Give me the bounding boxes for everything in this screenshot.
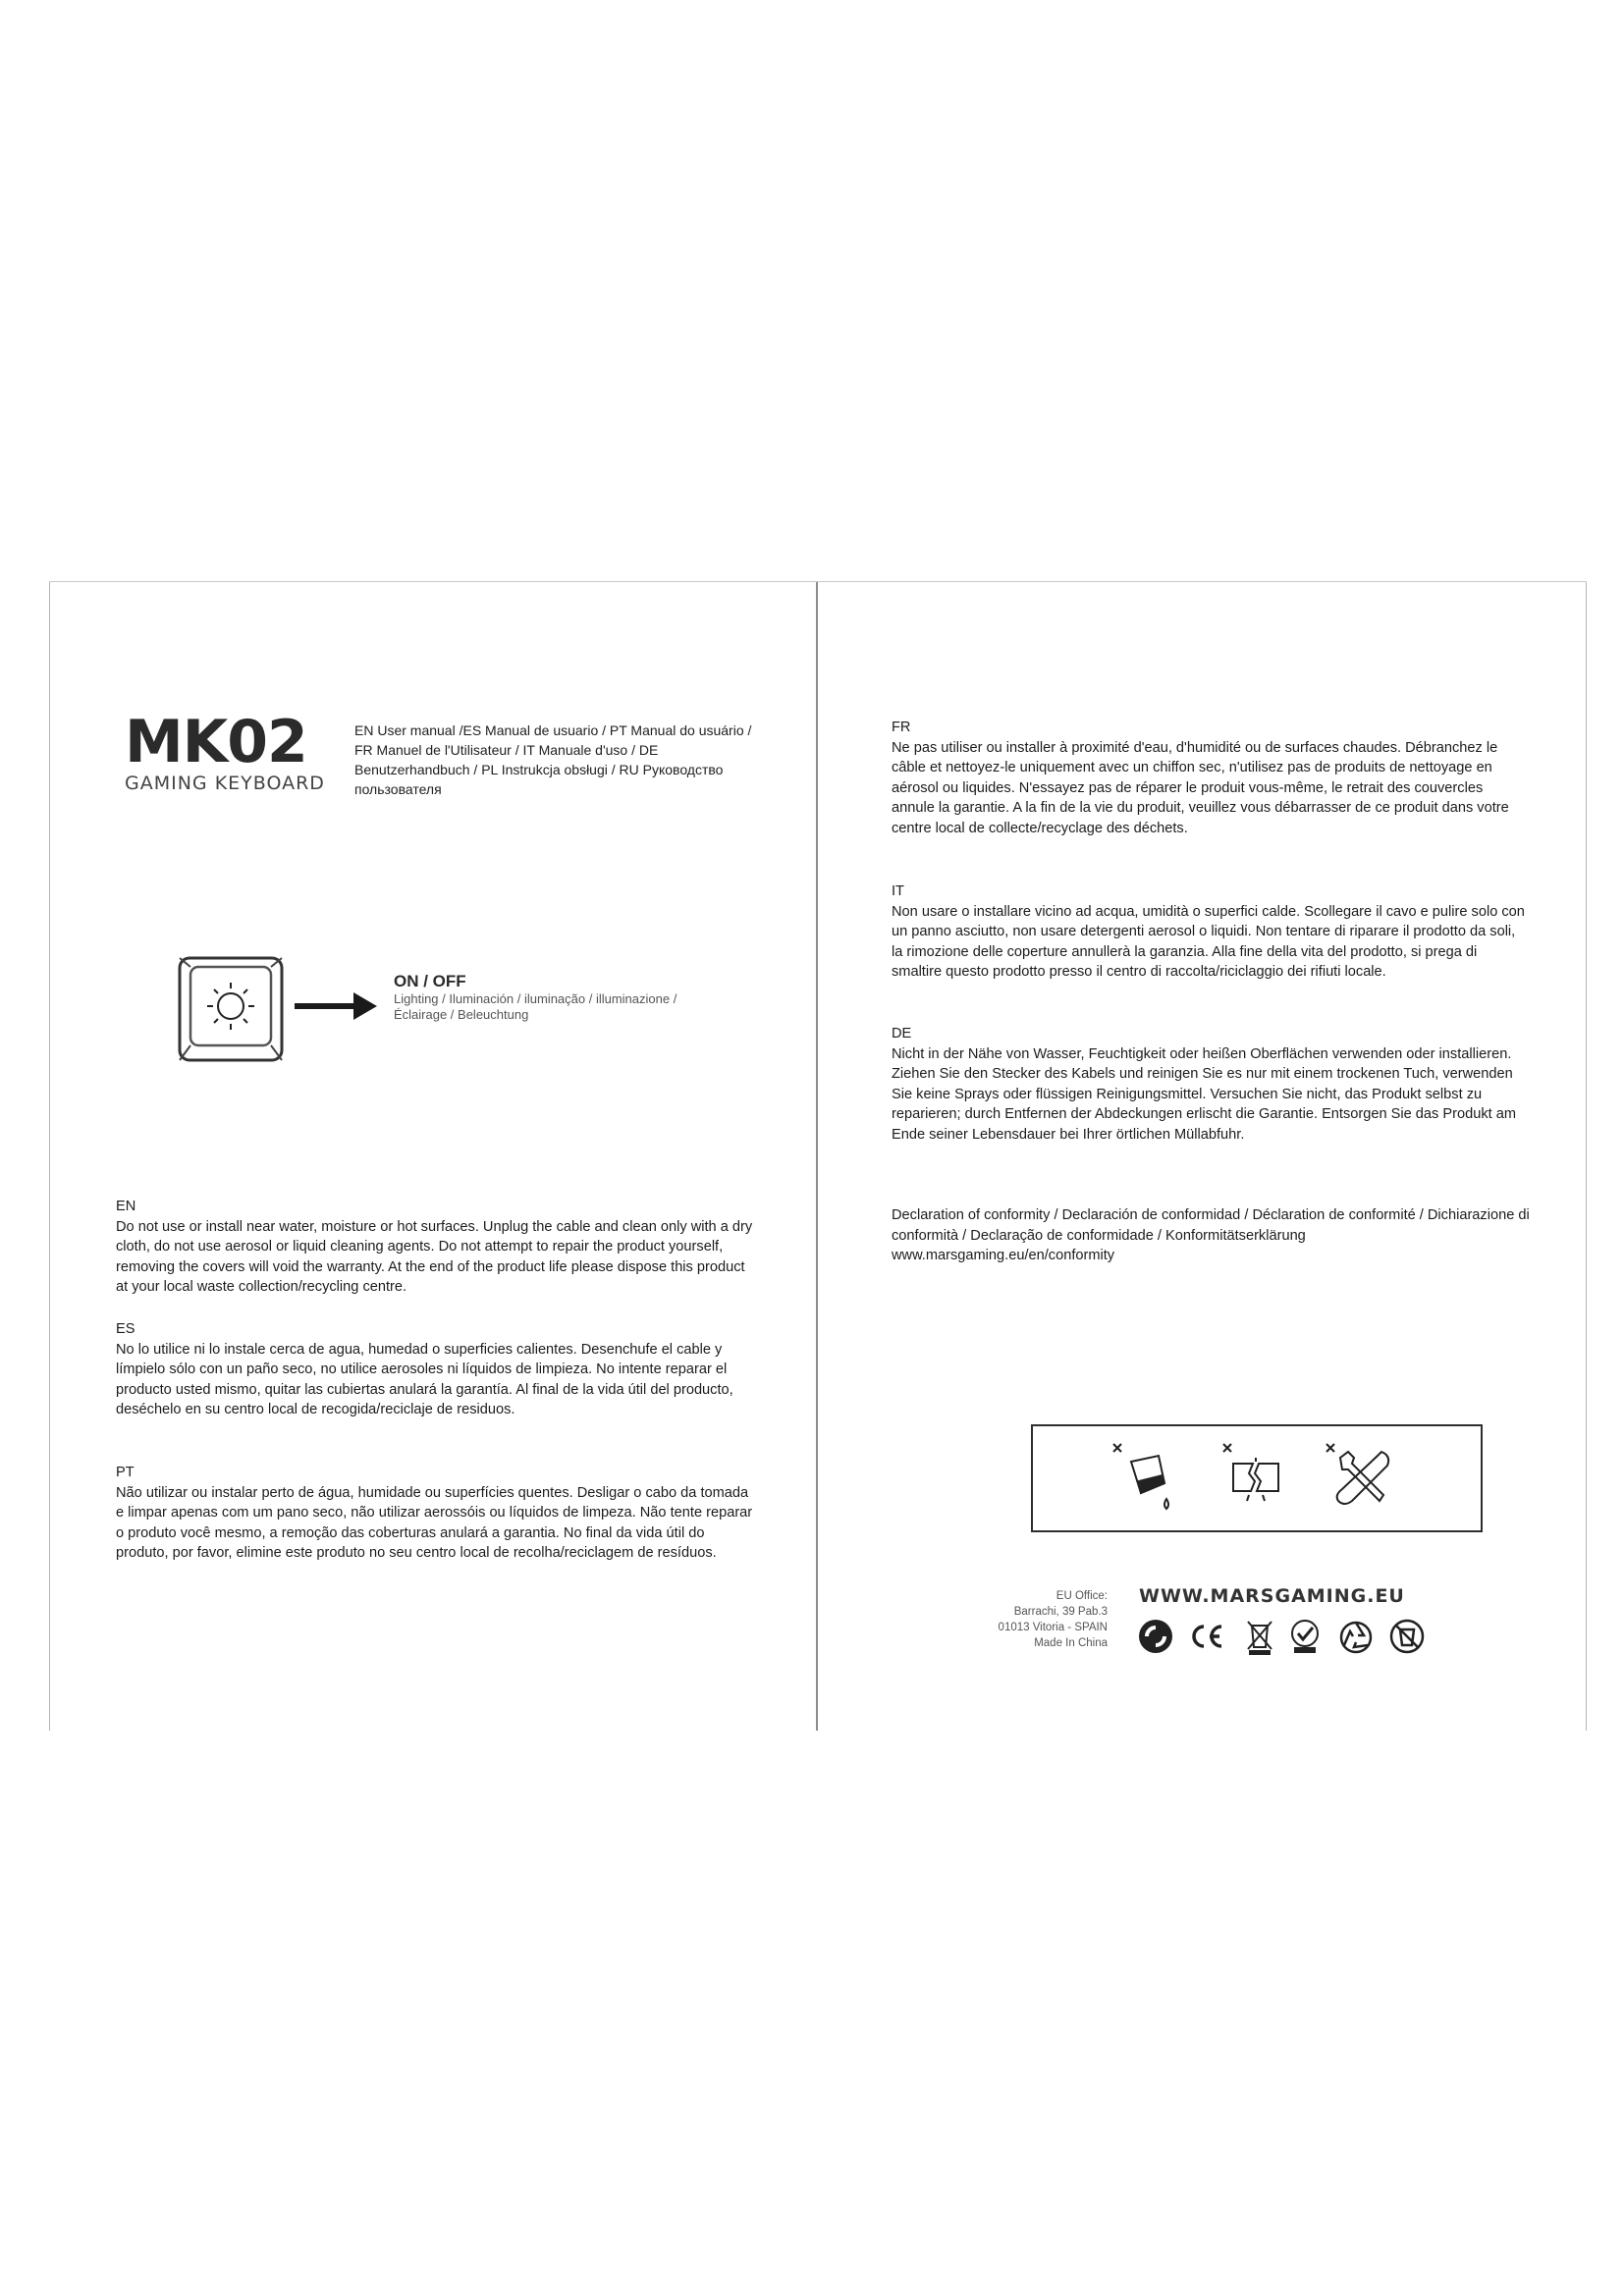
product-subtitle: GAMING KEYBOARD (125, 773, 325, 794)
eu-office-line: EU Office: (1056, 1590, 1108, 1602)
no-repair-icon (1323, 1440, 1401, 1519)
section-body: No lo utilice ni lo instale cerca de agua, humedad o superficies calientes. Desenchufe el cable y límpielo sólo con un paño seco, no utilice aerosoles ni líquidos de limpieza. No intente reparar el producto usted mismo, quitar las cubiertas anulará la garantía. Al final de la vida útil del producto, deséchelo en su centro local de recogida/reciclaje de residuos. (116, 1341, 733, 1417)
left-panel (49, 582, 816, 1731)
no-break-icon (1219, 1440, 1298, 1519)
section-body: Nicht in der Nähe von Wasser, Feuchtigkeit oder heißen Oberflächen verwenden oder installieren. Ziehen Sie den Stecker des Kabels und reinigen Sie es nur mit einem trockenen Tuch, verwenden Sie keine Sprays oder flüssigen Reinigungsmittel. Versuchen Sie nicht, das Produkt selbst zu reparieren; durch Entfernen der Abdeckungen erlischt die Garantie. Entsorgen Sie das Produkt am Ende seiner Lebensdauer bei Ihrer örtlichen Müllabfuhr. (892, 1045, 1517, 1143)
rohs-icon (1286, 1618, 1324, 1655)
conformity-link[interactable]: www.marsgaming.eu/en/conformity (892, 1248, 1115, 1263)
green-dot-icon (1137, 1618, 1174, 1655)
section-body: Do not use or install near water, moisture or hot surfaces. Unplug the cable and clean only with a dry cloth, do not use aerosol or liquid cleaning agents. Do not attempt to repair the product yourself, removing the covers will void the warranty. At the end of the product life please dispose this product at your local waste collection/recycling centre. (116, 1218, 753, 1295)
section-code: IT (892, 883, 904, 899)
section-es (116, 1319, 754, 1420)
ce-mark-icon (1188, 1618, 1225, 1655)
warning-box (1031, 1424, 1483, 1532)
keycap-illustration (177, 955, 285, 1063)
onoff-title: ON / OFF (394, 972, 466, 990)
manual-languages: EN User manual /ES Manual de usuario / PT Manual do usuário / FR Manuel de l'Utilisateur / IT Manuale d'uso / DE Benutzerhandbuch / PL Instrukcja obsługi / RU Руководство пользователя (354, 722, 752, 797)
section-code: FR (892, 720, 911, 735)
section-pt (116, 1463, 754, 1564)
section-en (116, 1197, 754, 1298)
section-body: Non usare o installare vicino ad acqua, umidità o superfici calde. Scollegare il cavo e pulire solo con un panno asciutto, non usare detergenti aerosol o liquidi. Non tentare di riparare il prodotto da soli, la rimozione delle coperture annullerà la garanzia. Alla fine della vita del prodotto, si prega di smaltire questo prodotto presso il centro di raccolta/riciclaggio dei rifiuti locale. (892, 903, 1525, 980)
weee-bin-icon (1241, 1618, 1278, 1655)
eu-office-address (936, 1588, 1108, 1651)
eu-office-line: Made In China (1034, 1637, 1108, 1649)
right-arrow-icon (295, 987, 377, 1026)
section-code: ES (116, 1321, 135, 1337)
section-code: EN (116, 1199, 136, 1214)
conformity-block (892, 1205, 1530, 1266)
section-it (892, 881, 1530, 983)
lighting-languages: Lighting / Iluminación / iluminação / illuminazione / Éclairage / Beleuchtung (394, 991, 677, 1022)
manual-sheet (49, 581, 1587, 1731)
section-code: PT (116, 1465, 135, 1480)
section-body: Não utilizar ou instalar perto de água, humidade ou superfícies quentes. Desligar o cabo da tomada e limpar apenas com um pano seco, não utilizar aerossóis ou líquidos de limpeza. Não tente reparar o produto você mesmo, a remoção das coberturas anulará a garantia. No final da vida útil do produto, por favor, elimine este produto no seu centro local de recolha/reciclagem de resíduos. (116, 1484, 753, 1561)
section-code: DE (892, 1026, 912, 1041)
conformity-text: Declaration of conformity / Declaración de conformidad / Déclaration de conformité / Dichiarazione di conformità / Declaração de conformidade / Konformitätserklärung (892, 1207, 1530, 1244)
section-de (892, 1024, 1530, 1145)
no-liquid-icon (1110, 1440, 1188, 1519)
model-name: MK02 (125, 708, 307, 776)
section-body: Ne pas utiliser ou installer à proximité d'eau, d'humidité ou de surfaces chaudes. Débranchez le câble et nettoyez-le uniquement avec un chiffon sec, n'utilisez pas de produits de nettoyage en aérosol ou liquides. N'essayez pas de réparer le produit vous-même, le retrait des couvercles annule la garantie. A la fin de la vie du produit, veuillez vous débarrasser de ce produit dans votre centre local de collecte/recyclage des déchets. (892, 739, 1509, 836)
certification-icons (1137, 1618, 1451, 1657)
eu-office-line: 01013 Vitoria - SPAIN (998, 1622, 1108, 1633)
no-recycle-icon (1388, 1618, 1426, 1655)
brand-block (125, 708, 325, 794)
recycle-icon (1337, 1618, 1375, 1655)
website-link[interactable]: WWW.MARSGAMING.EU (1139, 1585, 1405, 1607)
onoff-label-block (394, 972, 688, 1023)
section-fr (892, 718, 1530, 838)
eu-office-line: Barrachi, 39 Pab.3 (1013, 1606, 1108, 1618)
right-panel (818, 582, 1587, 1731)
